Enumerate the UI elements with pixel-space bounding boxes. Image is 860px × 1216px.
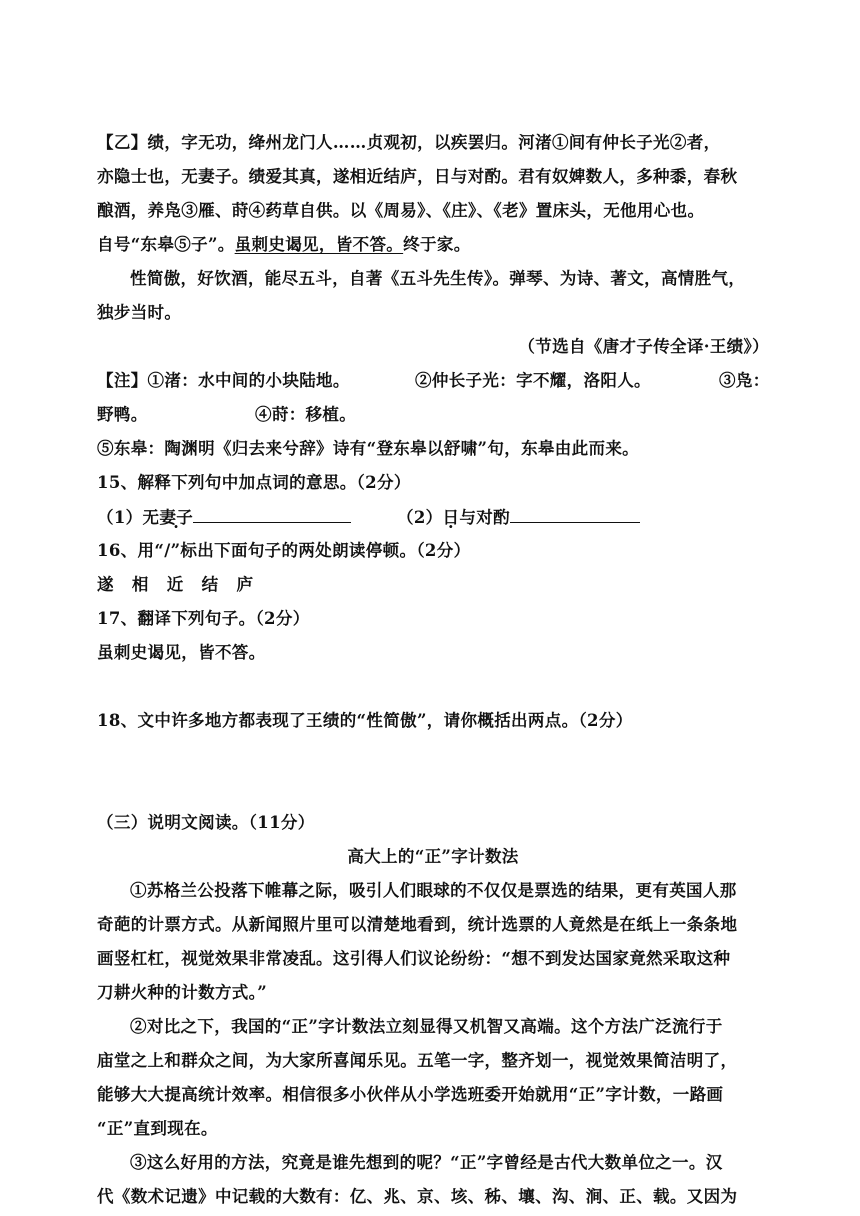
- question-16-title: 16、用“/”标出下面句子的两处朗读停顿。（2分）: [97, 541, 471, 560]
- note-5: ⑤东皋：陶渊明《归去来兮辞》诗有“登东皋以舒啸”句，东皋由此而来。: [97, 439, 640, 458]
- article-line: ①苏格兰公投落下帷幕之际，吸引人们眼球的不仅仅是票选的结果，更有英国人那: [130, 881, 737, 900]
- sentence-char: 相: [131, 575, 149, 594]
- passage-line: 性简傲，好饮酒，能尽五斗，自著《五斗先生传》。弹琴、为诗、著文，高情胜气，: [130, 269, 746, 288]
- article-title: 高大上的“正”字计数法: [347, 847, 519, 866]
- section-heading: （三）说明文阅读。（11分）: [97, 813, 315, 832]
- passage-text: 自号“东皋⑤子”。: [97, 235, 235, 254]
- q17-sentence: 虽刺史谒见，皆不答。: [97, 643, 266, 662]
- passage-text: 终于家。: [403, 235, 471, 254]
- q15-item-1-prefix: （1）无: [97, 508, 160, 527]
- q15-item-2: [397, 507, 640, 528]
- question-15-title: 15、解释下列句中加点词的意思。（2分）: [97, 473, 411, 492]
- passage-line: 酿酒，养凫③雁、莳④药草自供。以《周易》、《庄》、《老》置床头，无他用心也。: [97, 201, 705, 220]
- q15-item-2-prefix: （2）: [397, 508, 443, 527]
- note-1: 【注】①渚：水中间的小块陆地。: [97, 371, 350, 390]
- article-line: “正”直到现在。: [97, 1119, 218, 1138]
- answer-blank[interactable]: [510, 507, 640, 523]
- underlined-sentence: 虽刺史谒见，皆不答。: [234, 235, 404, 254]
- note-3-cont: 野鸭。: [97, 405, 148, 424]
- question-17-title: 17、翻译下列句子。（2分）: [97, 609, 310, 628]
- passage-line: 亦隐士也，无妻子。绩爱其真，遂相近结庐，日与对酌。君有奴婢数人，多种黍，春秋: [97, 167, 738, 186]
- note-4: ④莳：移植。: [255, 405, 357, 424]
- q15-item-2-suffix: 与对酌: [459, 508, 510, 527]
- article-line: 代《数术记遗》中记载的大数有：亿、兆、京、垓、秭、壤、沟、涧、正、载。又因为: [97, 1187, 738, 1206]
- answer-blank[interactable]: [193, 507, 351, 523]
- passage-line: 独步当时。: [97, 303, 182, 322]
- sentence-char: 庐: [236, 575, 254, 594]
- passage-line: 【乙】绩，字无功，绛州龙门人……贞观初，以疾罢归。河渚①间有仲长子光②者，: [97, 133, 721, 152]
- sentence-char: 近: [166, 575, 184, 594]
- sentence-char: 结: [201, 575, 219, 594]
- article-line: 庙堂之上和群众之间，为大家所喜闻乐见。五笔一字，整齐划一，视觉效果简洁明了，: [97, 1051, 738, 1070]
- q16-sentence[interactable]: [97, 575, 769, 595]
- sentence-char: 遂: [97, 575, 114, 594]
- question-18-title: 18、文中许多地方都表现了王绩的“性简傲”，请你概括出两点。（2分）: [97, 711, 633, 730]
- article-line: 画竖杠杠，视觉效果非常凌乱。这引得人们议论纷纷：“想不到发达国家竟然采取这种: [97, 949, 731, 968]
- dotted-word: 妻子: [159, 508, 194, 527]
- article-line: 刀耕火种的计数方式。”: [97, 983, 268, 1002]
- passage-line: [97, 235, 769, 255]
- article-line: 奇葩的计票方式。从新闻照片里可以清楚地看到，统计选票的人竟然是在纸上一条条地: [97, 915, 738, 934]
- article-line: ③这么好用的方法，究竟是谁先想到的呢？“正”字曾经是古代大数单位之一。汉: [130, 1153, 723, 1172]
- article-line: ②对比之下，我国的“正”字计数法立刻显得又机智又高端。这个方法广泛流行于: [130, 1017, 723, 1036]
- source-citation: （节选自《唐才子传全译·王绩》）: [518, 337, 769, 356]
- note-3: ③凫：: [719, 371, 770, 390]
- q15-item-1: [97, 507, 351, 528]
- dotted-word: 日: [442, 508, 460, 527]
- note-2: ②仲长子光：字不耀，洛阳人。: [415, 371, 651, 390]
- article-line: 能够大大提高统计效率。相信很多小伙伴从小学选班委开始就用“正”字计数，一路画: [97, 1085, 724, 1104]
